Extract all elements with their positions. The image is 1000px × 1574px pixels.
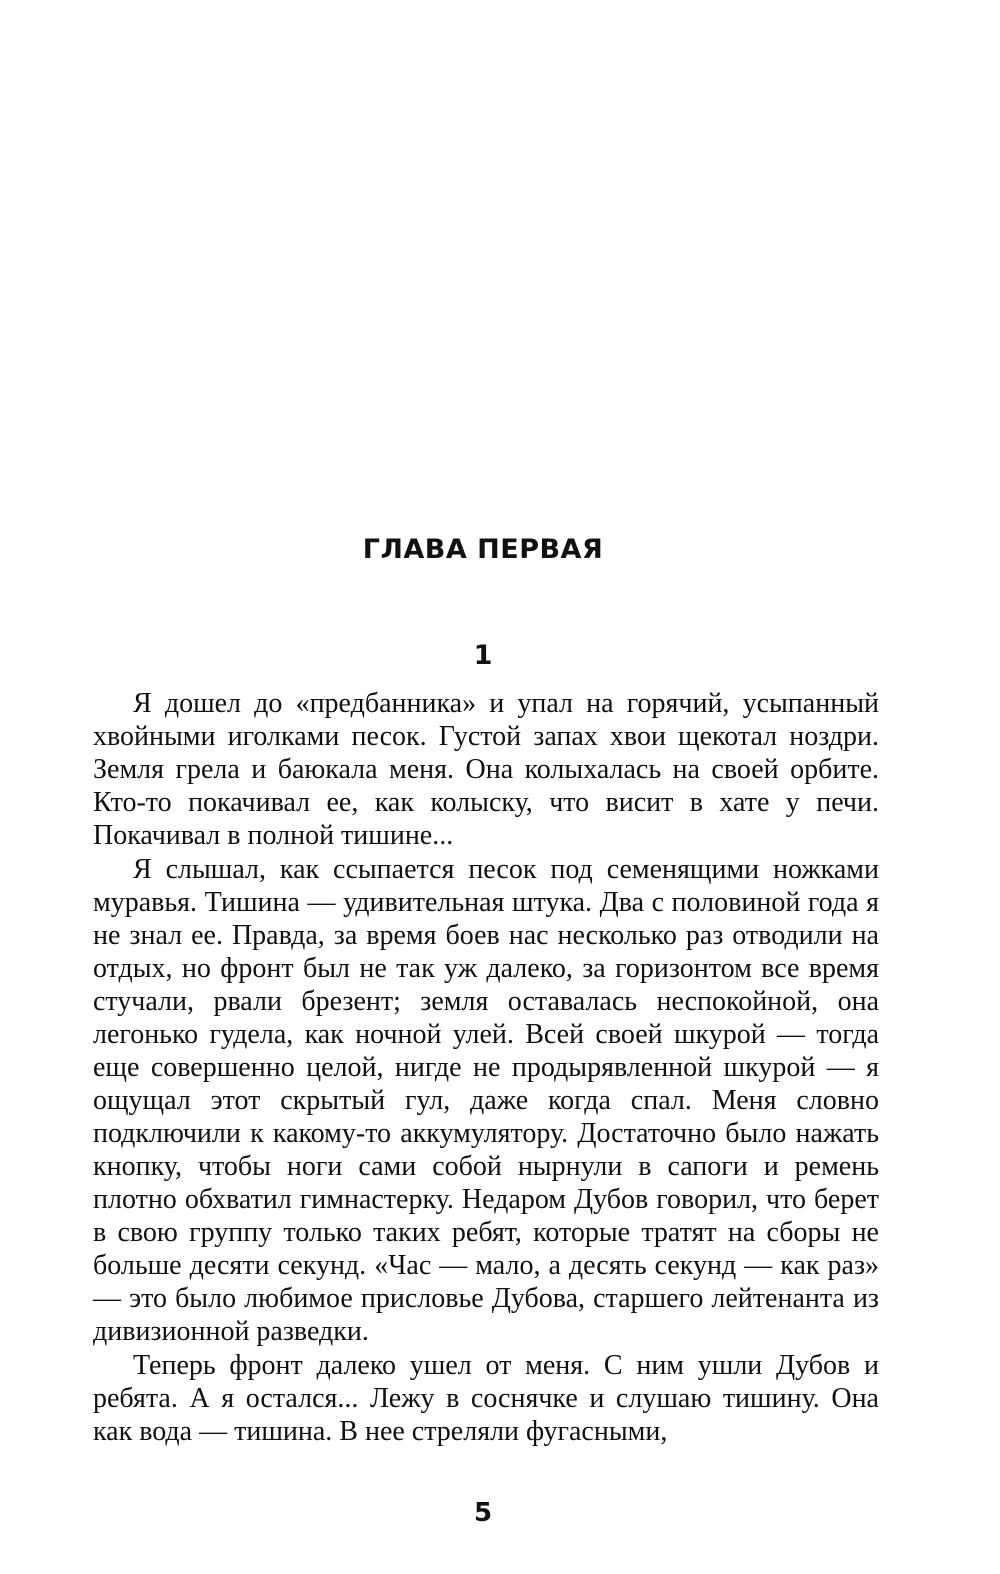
chapter-title: ГЛАВА ПЕРВАЯ (362, 534, 604, 565)
chapter-body (93, 687, 879, 1448)
section-number: 1 (473, 640, 493, 671)
paragraph: Я дошел до «предбанника» и упал на горячий, усыпанный хвойными иголками песок. Густой запах хвои щекотал ноздри. Земля грела и баюкала меня. Она колыхалась на своей орбите. Кто-то покачивал ее, как колыску, что висит в хате у печи. Покачивал в полной тишине... (93, 688, 879, 851)
paragraph: Я слышал, как ссыпается песок под семенящими ножками муравья. Тишина — удивительная штука. Два с половиной года я не знал ее. Правда, за время боев нас несколько раз отводили на отдых, но фронт был не так уж далеко, за горизонтом все время стучали, рвали брезент; земля оставалась неспокойной, она легонько гудела, как ночной улей. Всей своей шкурой — тогда еще совершенно целой, нигде не продырявленной шкурой — я ощущал этот скрытый гул, даже когда спал. Меня словно подключили к какому-то аккумулятору. Достаточно было нажать кнопку, чтобы ноги сами собой нырнули в сапоги и ремень плотно обхватил гимнастерку. Недаром Дубов говорил, что берет в свою группу только таких ребят, которые тратят на сборы не больше десяти секунд. «Час — мало, а десять секунд — как раз» — это было любимое присловье Дубова, старшего лейтенанта из дивизионной разведки. (93, 854, 879, 1347)
page-number: 5 (473, 1498, 493, 1528)
paragraph: Теперь фронт далеко ушел от меня. С ним ушли Дубов и ребята. А я остался... Лежу в соснячке и слушаю тишину. Она как вода — тишина. В нее стреляли фугасными, (93, 1350, 879, 1447)
